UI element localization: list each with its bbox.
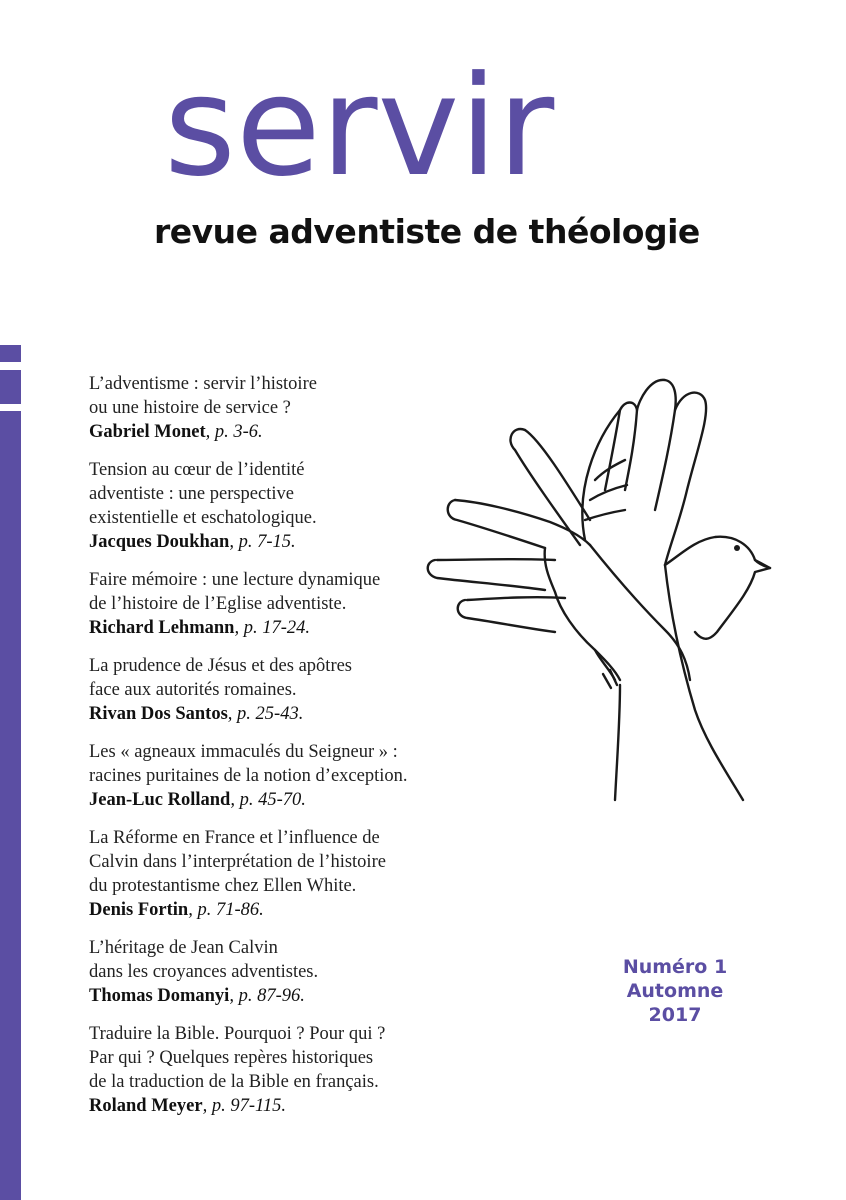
- author-name: Jacques Doukhan: [89, 532, 230, 552]
- article-author: [89, 984, 489, 1008]
- article-title-line: de l’histoire de l’Eglise adventiste.: [89, 594, 347, 614]
- article-title-line: adventiste : une perspective: [89, 484, 294, 504]
- article-title-line: racines puritaines de la notion d’exception.: [89, 766, 408, 786]
- author-name: Jean-Luc Rolland: [89, 790, 231, 810]
- article-title-line: ou une histoire de service ?: [89, 398, 291, 418]
- journal-subtitle: revue adventiste de théologie: [154, 212, 700, 251]
- article-title-line: Faire mémoire : une lecture dynamique: [89, 570, 381, 590]
- article-title-line: de la traduction de la Bible en français.: [89, 1072, 379, 1092]
- page-range: , p. 17-24.: [234, 618, 310, 638]
- author-name: Gabriel Monet: [89, 422, 206, 442]
- toc-item: [89, 1022, 489, 1118]
- article-title-line: face aux autorités romaines.: [89, 680, 297, 700]
- toc-item: [89, 826, 489, 922]
- author-name: Rivan Dos Santos: [89, 704, 228, 724]
- article-title-line: La Réforme en France et l’influence de: [89, 828, 380, 848]
- article-title-line: Tension au cœur de l’identité: [89, 460, 305, 480]
- article-title-line: Par qui ? Quelques repères historiques: [89, 1048, 374, 1068]
- article-title-line: du protestantisme chez Ellen White.: [89, 876, 357, 896]
- journal-title: servir: [164, 46, 555, 207]
- article-title-line: Traduire la Bible. Pourquoi ? Pour qui ?: [89, 1024, 386, 1044]
- article-title-line: Calvin dans l’interprétation de l’histoire: [89, 852, 386, 872]
- page-range: , p. 25-43.: [227, 704, 304, 724]
- issue-number: Numéro 1: [622, 956, 728, 978]
- page-range: , p. 87-96.: [229, 986, 305, 1006]
- article-author: [89, 898, 489, 922]
- left-accent-bar: [0, 345, 21, 362]
- article-title-line: L’héritage de Jean Calvin: [89, 938, 278, 958]
- left-accent-bar: [0, 411, 21, 1200]
- article-title-line: L’adventisme : servir l’histoire: [89, 374, 317, 394]
- article-title-line: existentielle et eschatologique.: [89, 508, 317, 528]
- article-title-line: dans les croyances adventistes.: [89, 962, 319, 982]
- page-range: , p. 71-86.: [188, 900, 264, 920]
- article-author: [89, 1094, 489, 1118]
- author-name: Roland Meyer: [89, 1096, 203, 1116]
- page-range: , p. 45-70.: [230, 790, 306, 810]
- page-range: , p. 97-115.: [202, 1096, 286, 1116]
- author-name: Denis Fortin: [89, 900, 189, 920]
- article-title-line: Les « agneaux immaculés du Seigneur » :: [89, 742, 398, 762]
- author-name: Thomas Domanyi: [89, 986, 230, 1006]
- left-accent-bar: [0, 370, 21, 404]
- article-title-line: La prudence de Jésus et des apôtres: [89, 656, 353, 676]
- issue-season: Automne 2017: [626, 980, 724, 1026]
- hand-dove-illustration: [425, 370, 785, 810]
- page-range: , p. 7-15.: [229, 532, 296, 552]
- author-name: Richard Lehmann: [89, 618, 235, 638]
- page-range: , p. 3-6.: [205, 422, 263, 442]
- issue-info: [600, 955, 750, 1027]
- toc-item: [89, 936, 489, 1008]
